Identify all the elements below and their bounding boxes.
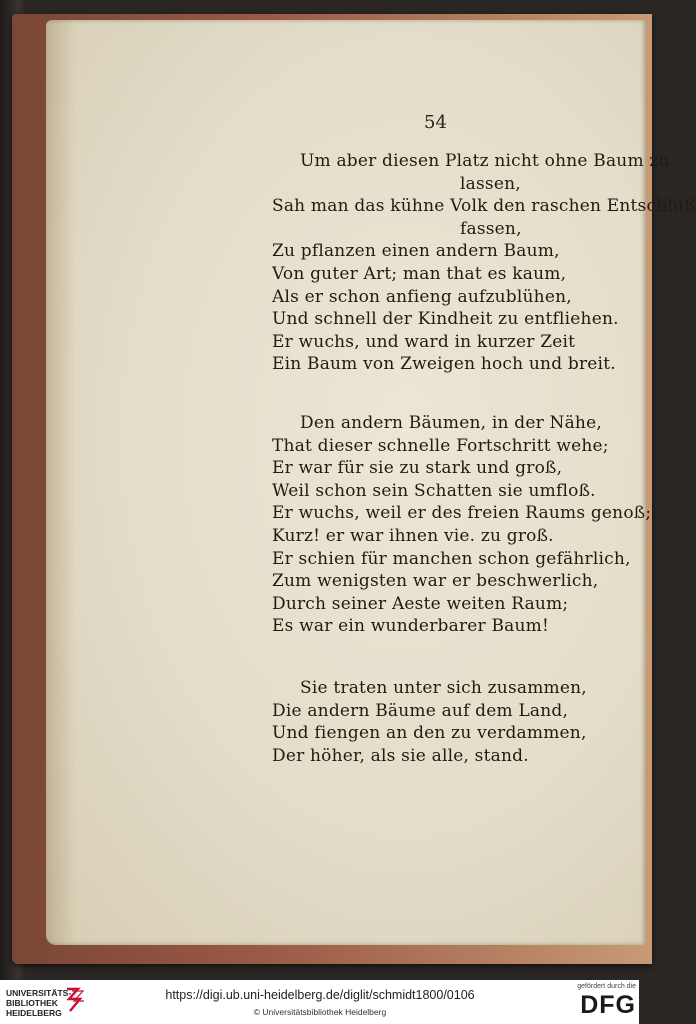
poem-line: That dieser schnelle Fortschritt wehe;	[272, 435, 609, 456]
poem-line: Die andern Bäume auf dem Land,	[272, 700, 569, 721]
poem-line: Als er schon anfieng aufzublühen,	[272, 286, 572, 307]
poem-line: Durch seiner Aeste weiten Raum;	[272, 593, 569, 614]
page-number: 54	[424, 112, 447, 133]
poem-line: Um aber diesen Platz nicht ohne Baum zu	[300, 151, 670, 171]
poem-line: Und schnell der Kindheit zu entfliehen.	[272, 309, 619, 330]
document-url-link[interactable]: https://digi.ub.uni-heidelberg.de/diglit/schmidt1800/0106	[165, 988, 475, 1002]
poem-line: lassen,	[460, 173, 521, 194]
poem-line: Es war ein wunderbarer Baum!	[272, 616, 549, 637]
viewer-footer	[0, 980, 639, 1024]
stanza-2	[272, 412, 652, 638]
university-library-logo-icon[interactable]	[64, 985, 86, 1017]
poem-line: Sah man das kühne Volk den raschen Entschluß	[272, 196, 696, 217]
library-name: UNIVERSITÄTS- BIBLIOTHEK HEIDELBERG	[6, 988, 72, 1018]
poem-line: Zum wenigsten war er beschwerlich,	[272, 571, 599, 592]
page-gutter-shadow	[46, 20, 76, 945]
poem-line: Er wuchs, und ward in kurzer Zeit	[272, 331, 576, 352]
poem-line: Er wuchs, weil er des freien Raums genoß;	[272, 503, 652, 524]
poem-line: Den andern Bäumen, in der Nähe,	[300, 413, 602, 433]
poem-line: Ein Baum von Zweigen hoch und breit.	[272, 354, 616, 375]
stanza-3	[272, 677, 632, 767]
poem-line: fassen,	[460, 218, 522, 239]
poem-line: Zu pflanzen einen andern Baum,	[272, 241, 560, 262]
dfg-logo[interactable]: DFG	[580, 991, 636, 1019]
poem-line: Der höher, als sie alle, stand.	[272, 745, 529, 766]
poem-line: Er schien für manchen schon gefährlich,	[272, 548, 631, 569]
poem-line: Von guter Art; man that es kaum,	[272, 263, 567, 284]
funder-caption: gefördert durch die	[577, 983, 636, 990]
stanza-1	[272, 150, 696, 376]
poem-line: Sie traten unter sich zusammen,	[300, 678, 587, 698]
poem-line: Weil schon sein Schatten sie umfloß.	[272, 480, 596, 501]
poem-line: Und fiengen an den zu verdammen,	[272, 723, 587, 744]
copyright-notice: © Universitätsbibliothek Heidelberg	[253, 1007, 387, 1017]
poem-line: Kurz! er war ihnen vie. zu groß.	[272, 525, 554, 546]
poem-line: Er war für sie zu stark und groß,	[272, 458, 563, 479]
